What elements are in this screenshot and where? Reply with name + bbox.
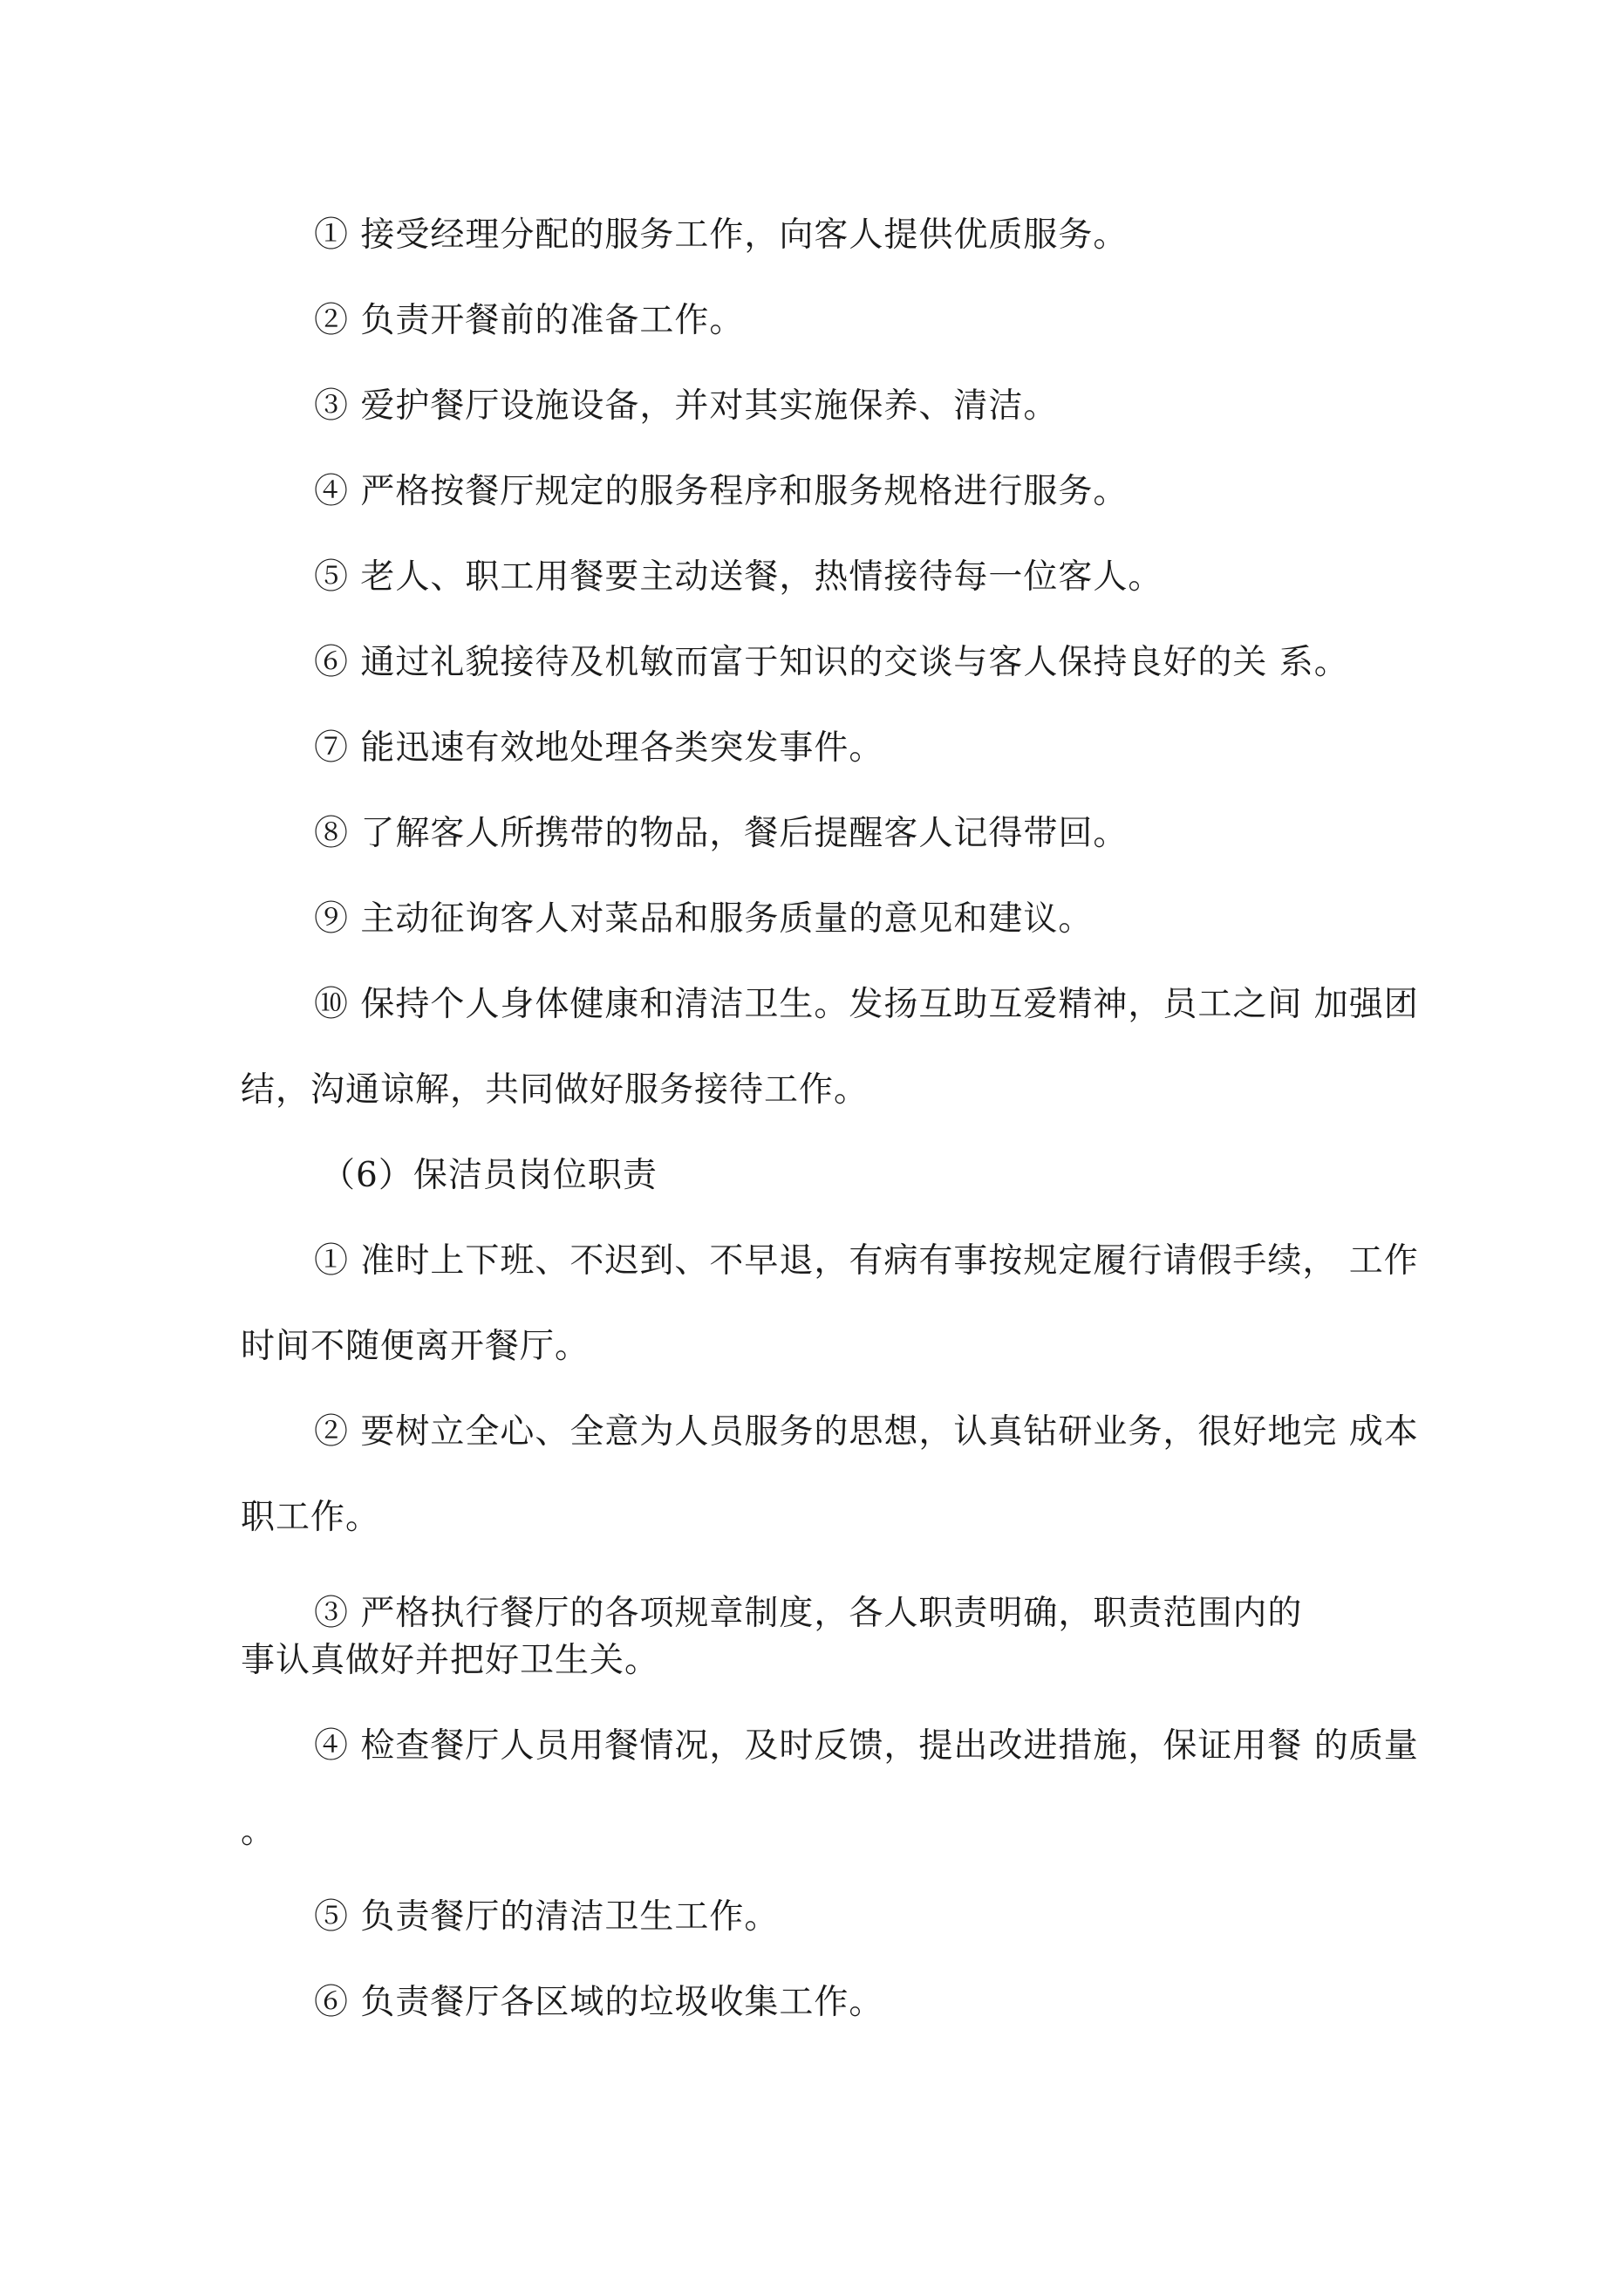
cleaner-item-4-line1: ④ 检查餐厅人员用餐情况，及时反馈，提出改进措施，保证用餐 的质量 [314,1726,1419,1766]
duty-item-10-line2: 结，沟通谅解，共同做好服务接待工作。 [241,1070,869,1110]
duty-item-4: ④ 严格按餐厅规定的服务程序和服务规格进行服务。 [314,472,1129,511]
cleaner-item-2-line1: ② 要树立全心、全意为人员服务的思想，认真钻研业务，很好地完 成本 [314,1412,1419,1452]
duty-item-7: ⑦ 能迅速有效地处理各类突发事件。 [314,728,884,768]
cleaner-item-3-line2: 事认真做好并把好卫生关。 [241,1641,660,1680]
cleaner-item-3-line1: ③ 严格执行餐厅的各项规章制度，各人职责明确，职责范围内的 [314,1594,1303,1633]
duty-item-1: ① 接受经理分配的服务工作，向客人提供优质服务。 [314,215,1129,255]
duty-item-10-line1: ⑩ 保持个人身体健康和清洁卫生。发扬互助互爱精神，员工之间 加强团 [314,985,1419,1024]
cleaner-item-2-line2: 职工作。 [241,1498,381,1537]
duty-item-5: ⑤ 老人、职工用餐要主动送餐，热情接待每一位客人。 [314,557,1163,597]
duty-item-3: ③ 爱护餐厅设施设备，并对其实施保养、清洁。 [314,386,1059,426]
cleaner-item-4-line2: 。 [241,1812,276,1851]
cleaner-item-1-line2: 时间不随便离开餐厅。 [241,1327,590,1366]
duty-item-8: ⑧ 了解客人所携带的物品，餐后提醒客人记得带回。 [314,814,1129,853]
cleaner-item-6: ⑥ 负责餐厅各区域的垃圾收集工作。 [314,1983,884,2022]
cleaner-item-5: ⑤ 负责餐厅的清洁卫生工作。 [314,1897,780,1937]
duty-item-6: ⑥ 通过礼貌接待及机敏而富于知识的交谈与客人保持良好的关 系。 [314,643,1349,682]
duty-item-2: ② 负责开餐前的准备工作。 [314,301,745,340]
cleaner-item-1-line1: ① 准时上下班、不迟到、不早退，有病有事按规定履行请假手续， 工作 [314,1241,1419,1281]
section-heading: （6）保洁员岗位职责 [321,1156,658,1195]
duty-item-9: ⑨ 主动征询客人对菜品和服务质量的意见和建议。 [314,899,1094,939]
